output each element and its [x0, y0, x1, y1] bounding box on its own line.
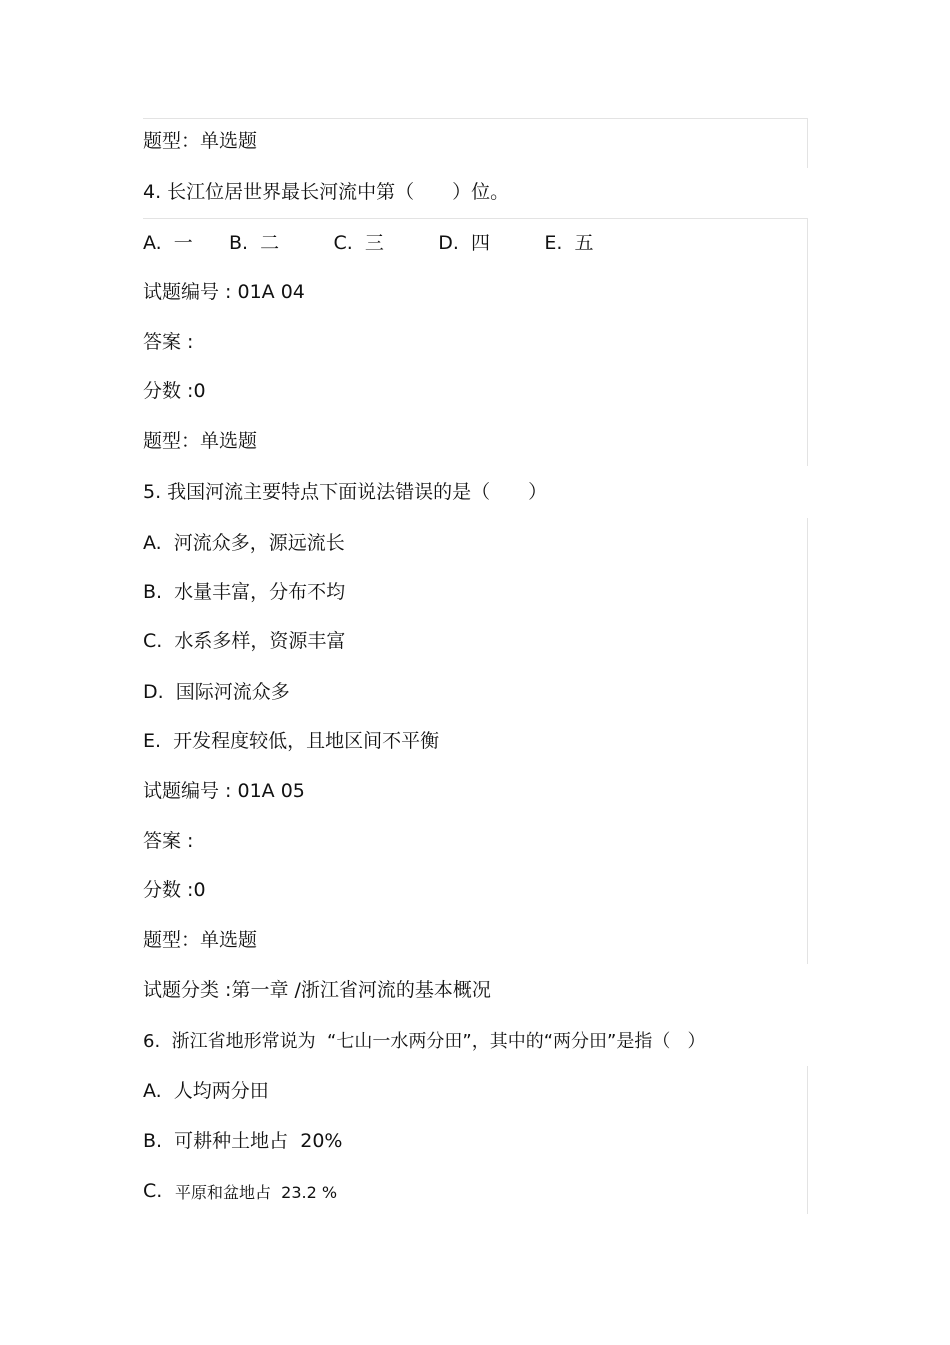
question-options: A. 一 B. 二 C. 三 D. 四 E. 五: [143, 232, 594, 254]
question-score: 分数 :0: [143, 879, 206, 901]
option-a: A. 河流众多，源远流长: [143, 532, 345, 554]
option-d: D. 国际河流众多: [143, 681, 290, 703]
question-stem: 4. 长江位居世界最长河流中第（ ）位。: [143, 181, 510, 203]
option-a: A. 人均两分田: [143, 1080, 269, 1102]
option-e: E. 开发程度较低，且地区间不平衡: [143, 730, 440, 752]
question-score: 分数 :0: [143, 380, 206, 402]
question-answer: 答案 :: [143, 331, 194, 353]
question-type: 题型：单选题: [143, 130, 258, 152]
question-category: 试题分类 :第一章 /浙江省河流的基本概况: [143, 979, 491, 1001]
question-answer: 答案 :: [143, 830, 194, 852]
question-stem: 6. 浙江省地形常说为 “七山一水两分田”，其中的“两分田”是指（ ）: [143, 1031, 706, 1052]
option-b: B. 可耕种土地占 20%: [143, 1130, 343, 1152]
option-b: B. 水量丰富，分布不均: [143, 581, 346, 603]
question-id: 试题编号 : 01A 05: [143, 780, 305, 802]
option-c: C. 水系多样，资源丰富: [143, 630, 346, 652]
question-type: 题型：单选题: [143, 929, 258, 951]
option-c-label: C.: [143, 1180, 163, 1202]
question-stem: 5. 我国河流主要特点下面说法错误的是（ ）: [143, 481, 548, 503]
question-id: 试题编号 : 01A 04: [143, 281, 305, 303]
option-c: 平原和盆地占 23.2 %: [175, 1183, 338, 1202]
question-type: 题型：单选题: [143, 430, 258, 452]
